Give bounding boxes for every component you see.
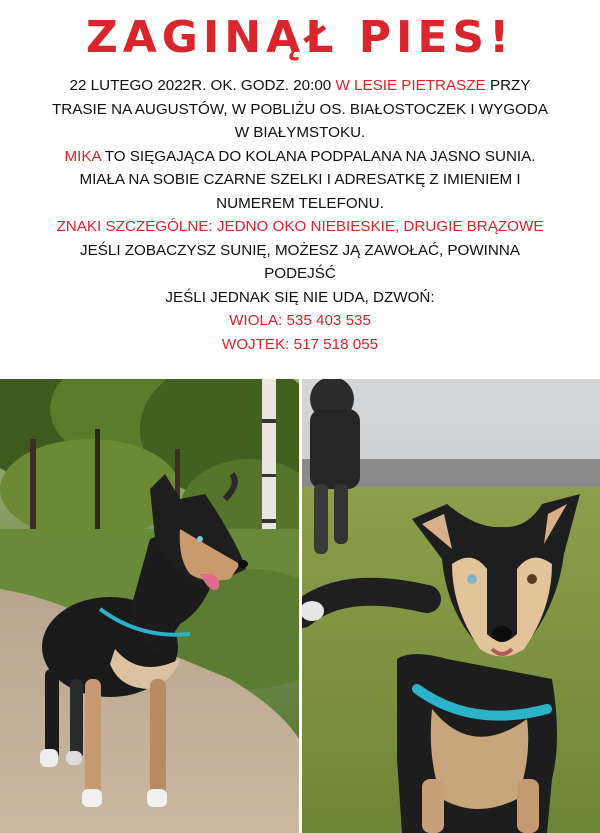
description-line (0, 145, 600, 169)
harness-line: MIAŁA NA SOBIE CZARNE SZELKI I ADRESATKĘ Z IMIENIEM I (79, 171, 521, 188)
route-line: TRASIE NA AUGUSTÓW, W POBLIŻU OS. BIAŁOSTOCZEK I WYGODA (52, 100, 548, 118)
dog-name: MIKA (64, 147, 101, 165)
phone-tag-line: NUMEREM TELEFONU. (216, 194, 384, 212)
poster-title: ZAGINĄŁ PIES! (85, 12, 515, 63)
place-text: W LESIE PIETRASZE (335, 77, 486, 94)
dog-photo-forest (0, 379, 299, 833)
if-seen-line: JEŚLI ZOBACZYSZ SUNIĘ, MOŻESZ JĄ ZAWOŁAĆ, POWINNA (80, 241, 520, 259)
date-line (0, 74, 600, 98)
contact-wojtek: WOJTEK: 517 518 055 (221, 335, 379, 353)
features-line: ZNAKI SZCZEGÓLNE: JEDNO OKO NIEBIESKIE, DRUGIE BRĄZOWE (56, 218, 544, 235)
approach-line: PODEJŚĆ (264, 265, 336, 282)
city-line: W BIAŁYMSTOKU. (234, 124, 366, 141)
contact-wiola: WIOLA: 535 403 535 (229, 312, 371, 329)
place-suffix: PRZY (489, 77, 531, 94)
dog-photo-meadow (302, 379, 600, 833)
description-text: TO SIĘGAJĄCA DO KOLANA PODPALANA NA JASNO SUNIA. (104, 147, 536, 165)
photos (0, 379, 600, 833)
call-line: JEŚLI JEDNAK SIĘ NIE UDA, DZWOŃ: (165, 288, 435, 306)
date-text: 22 LUTEGO 2022R. OK. GODZ. 20:00 (69, 77, 332, 94)
poster-text (0, 74, 600, 356)
